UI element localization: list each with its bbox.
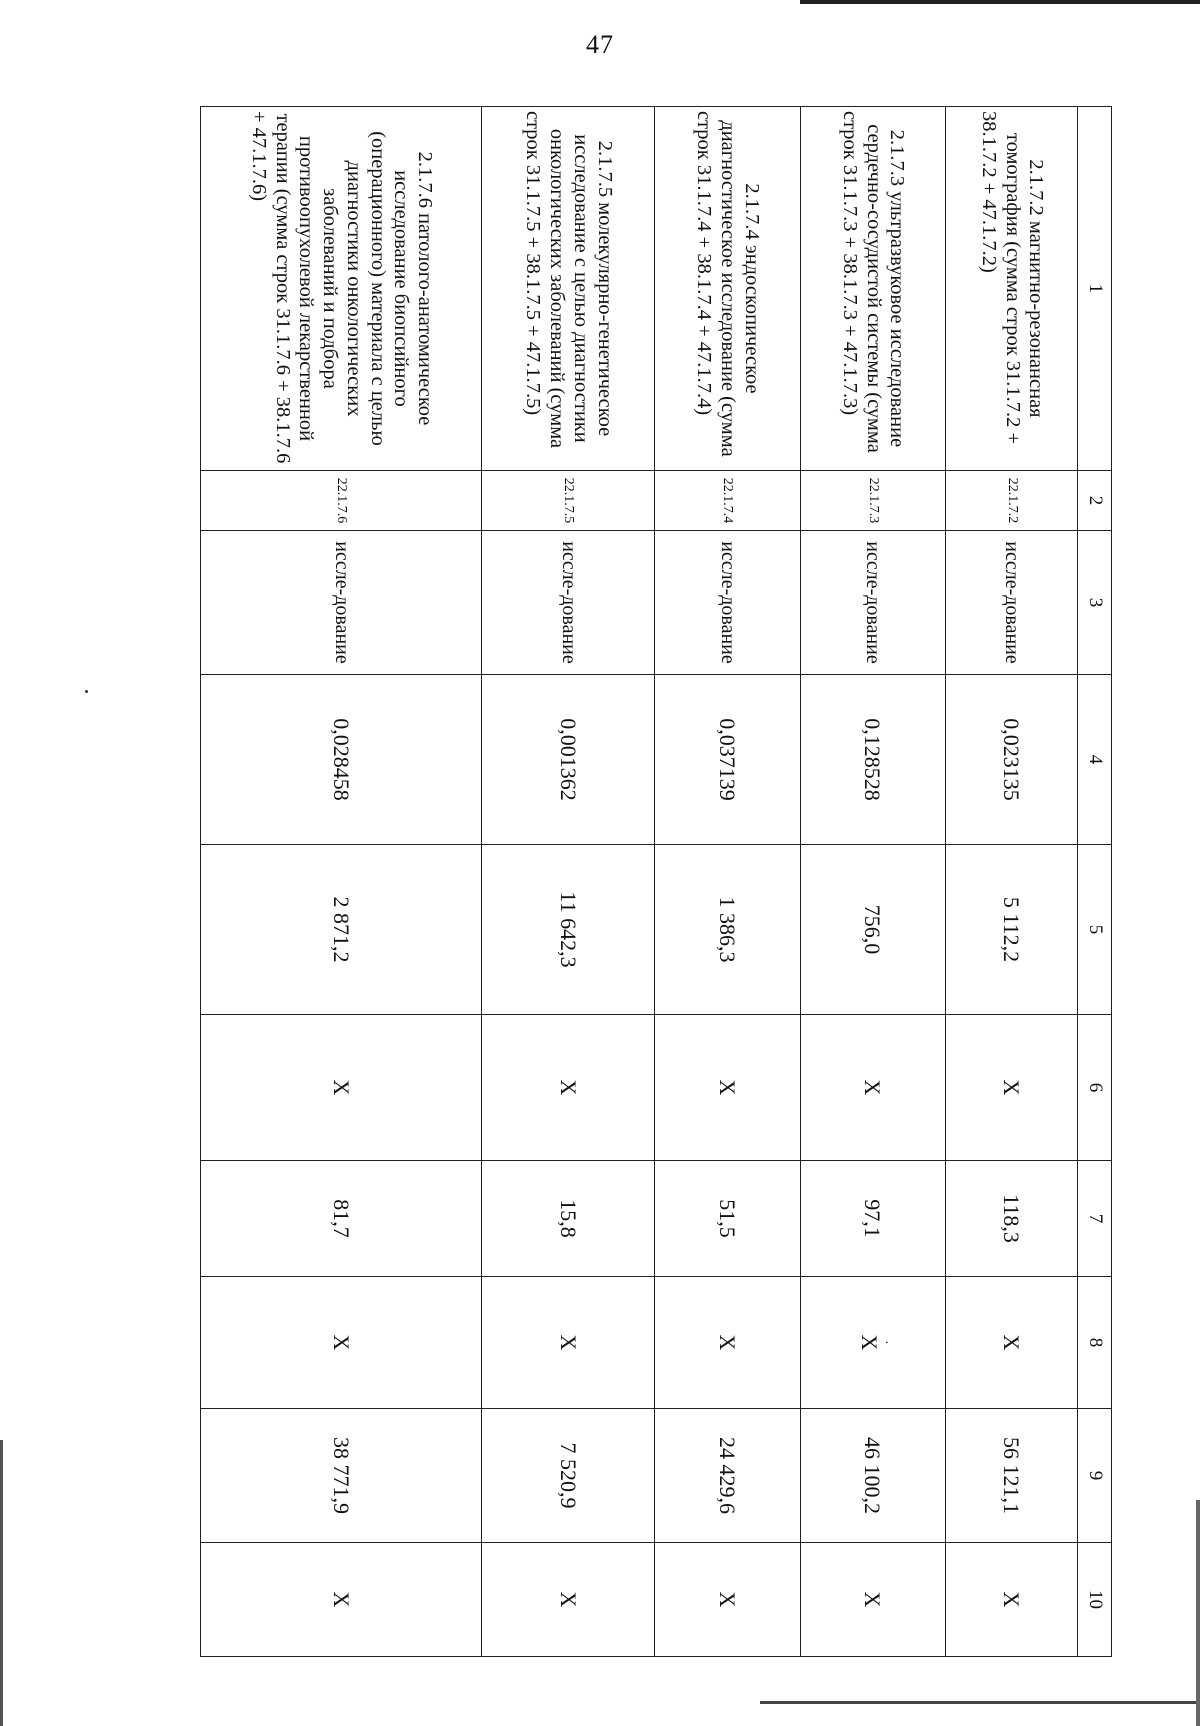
row-col-9: 7 520,9 <box>482 1409 655 1543</box>
header-col-2: 2 <box>1078 471 1112 531</box>
row-name: 2.1.7.4 эндоскопическое диагностическое исследование (сумма строк 31.1.7.4 + 38.1.7.4 + 47.1.7.4) <box>654 107 800 471</box>
row-col-8: X <box>201 1277 482 1409</box>
row-code: 22.1.7.4 <box>654 471 800 531</box>
row-col-9: 38 771,9 <box>201 1409 482 1543</box>
row-unit: иссле-дование <box>654 531 800 675</box>
row-col-6: X <box>201 1015 482 1161</box>
row-col-8: X <box>946 1277 1078 1409</box>
table-row <box>946 107 1078 1657</box>
rotated-table-wrapper <box>200 106 1112 1656</box>
row-col-5: 5 112,2 <box>946 845 1078 1015</box>
row-col-9: 46 100,2 <box>800 1409 946 1543</box>
row-col-7: 118,3 <box>946 1161 1078 1277</box>
scan-edge-left <box>0 1440 3 1726</box>
header-col-4: 4 <box>1078 675 1112 845</box>
row-col-7: 97,1 <box>800 1161 946 1277</box>
row-code: 22.1.7.6 <box>201 471 482 531</box>
row-col-6: X <box>482 1015 655 1161</box>
header-row <box>1078 107 1112 1657</box>
row-col-10: X <box>800 1543 946 1657</box>
row-col-10: X <box>482 1543 655 1657</box>
header-col-7: 7 <box>1078 1161 1112 1277</box>
row-col-4: 0,037139 <box>654 675 800 845</box>
row-col-10: X <box>946 1543 1078 1657</box>
row-col-5: 756,0 <box>800 845 946 1015</box>
header-col-8: 8 <box>1078 1277 1112 1409</box>
row-unit: иссле-дование <box>800 531 946 675</box>
top-rule <box>800 0 1200 4</box>
table-row <box>201 107 482 1657</box>
scan-edge-right <box>1196 1500 1200 1726</box>
row-col-7: 51,5 <box>654 1161 800 1277</box>
row-col-5: 11 642,3 <box>482 845 655 1015</box>
table-row <box>654 107 800 1657</box>
row-name: 2.1.7.6 патолого-анатомическое исследование биопсийного (операционного) материала с целью диагностики онкологических заболеваний и подбора противоопухолевой лекарственной терапии (сумма строк 31.1.7.6 + 38.1.7.6 + 47.1.7.6) <box>201 107 482 471</box>
row-col-4: 0,028458 <box>201 675 482 845</box>
scan-edge-bottom <box>760 1701 1200 1704</box>
row-col-7: 15,8 <box>482 1161 655 1277</box>
row-col-9: 56 121,1 <box>946 1409 1078 1543</box>
row-col-8: X <box>482 1277 655 1409</box>
header-col-1: 1 <box>1078 107 1112 471</box>
row-col-8-value: X <box>857 1334 883 1351</box>
row-col-6: X <box>654 1015 800 1161</box>
row-unit: иссле-дование <box>201 531 482 675</box>
data-table <box>200 106 1112 1657</box>
row-col-9: 24 429,6 <box>654 1409 800 1543</box>
row-unit: иссле-дование <box>946 531 1078 675</box>
row-col-10: X <box>654 1543 800 1657</box>
table-row <box>482 107 655 1657</box>
row-name: 2.1.7.2 магнитно-резонансная томография (сумма строк 31.1.7.2 + 38.1.7.2 + 47.1.7.2) <box>946 107 1078 471</box>
header-col-3: 3 <box>1078 531 1112 675</box>
row-name: 2.1.7.3 ультразвуковое исследование сердечно-сосудистой системы (сумма строк 31.1.7.3 + 38.1.7.3 + 47.1.7.3) <box>800 107 946 471</box>
row-col-8 <box>800 1277 946 1409</box>
row-col-4: 0,001362 <box>482 675 655 845</box>
row-col-10: X <box>201 1543 482 1657</box>
row-code: 22.1.7.3 <box>800 471 946 531</box>
header-col-5: 5 <box>1078 845 1112 1015</box>
row-col-6: X <box>800 1015 946 1161</box>
table-row <box>800 107 946 1657</box>
row-unit: иссле-дование <box>482 531 655 675</box>
row-col-6: X <box>946 1015 1078 1161</box>
header-col-6: 6 <box>1078 1015 1112 1161</box>
header-col-10: 10 <box>1078 1543 1112 1657</box>
stray-mark: · <box>878 1340 894 1345</box>
row-col-4: 0,128528 <box>800 675 946 845</box>
scan-speck <box>85 690 88 693</box>
page-number: 47 <box>586 30 614 59</box>
row-col-5: 1 386,3 <box>654 845 800 1015</box>
row-col-7: 81,7 <box>201 1161 482 1277</box>
row-code: 22.1.7.2 <box>946 471 1078 531</box>
row-col-4: 0,023135 <box>946 675 1078 845</box>
row-code: 22.1.7.5 <box>482 471 655 531</box>
row-name: 2.1.7.5 молекулярно-генетическое исследование с целью диагностики онкологических заболеваний (сумма строк 31.1.7.5 + 38.1.7.5 + 47.1.7.5) <box>482 107 655 471</box>
row-col-5: 2 871,2 <box>201 845 482 1015</box>
header-col-9: 9 <box>1078 1409 1112 1543</box>
row-col-8: X <box>654 1277 800 1409</box>
